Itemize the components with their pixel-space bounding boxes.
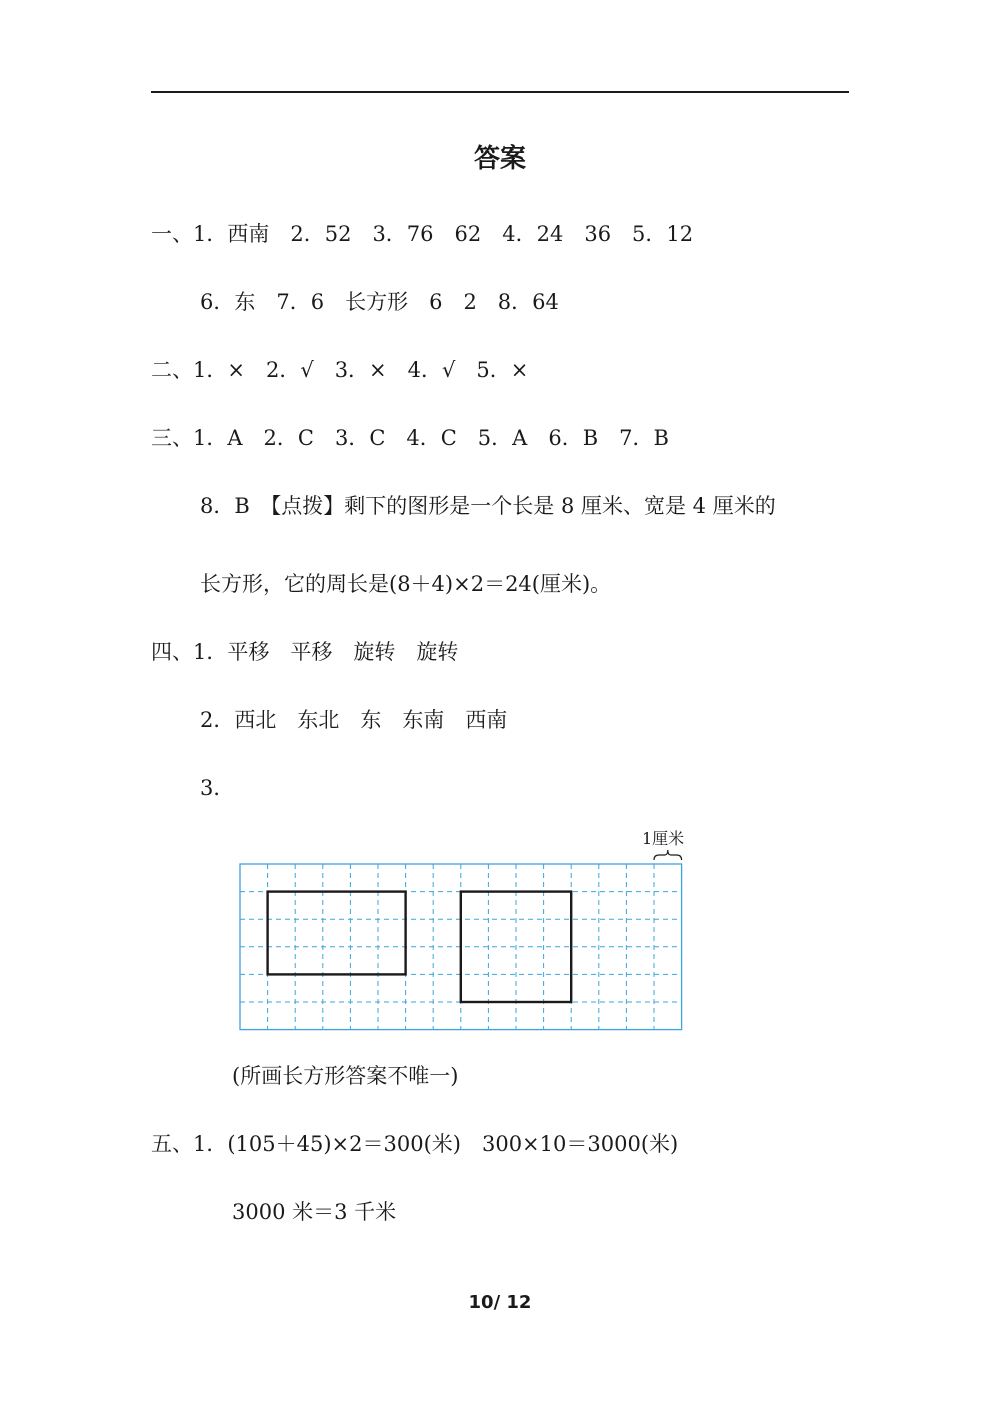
section-4-line-2: 2．西北 东北 东 东南 西南	[200, 708, 508, 732]
section-4-line-1: 四、1．平移 平移 旋转 旋转	[151, 640, 459, 664]
grid-figure-svg	[238, 828, 688, 1036]
section-5-line-1: 五、1．(105＋45)×2＝300(米) 300×10＝3000(米)	[151, 1132, 679, 1156]
section-1-line-1: 一、1．西南 2．52 3．76 62 4．24 36 5．12	[151, 222, 694, 246]
scale-brace	[654, 850, 682, 860]
scale-label: 1厘米	[642, 829, 685, 848]
section-2-line-1: 二、1．× 2．√ 3．× 4．√ 5．×	[151, 358, 529, 382]
section-3-line-2: 8．B 【点拨】剩下的图形是一个长是 8 厘米、宽是 4 厘米的	[200, 494, 776, 518]
section-3-line-1: 三、1．A 2．C 3．C 4．C 5．A 6．B 7．B	[151, 426, 669, 450]
page-title: 答案	[473, 144, 526, 174]
figure-note: (所画长方形答案不唯一)	[232, 1064, 459, 1088]
rectangle-5x3	[268, 892, 406, 975]
section-5-line-2: 3000 米＝3 千米	[232, 1200, 397, 1224]
page-number: 10/ 12	[468, 1292, 532, 1313]
grid-figure	[238, 828, 688, 1036]
section-4-line-3: 3．	[200, 776, 235, 800]
header-rule	[151, 91, 849, 93]
section-1-line-2: 6．东 7．6 长方形 6 2 8．64	[200, 290, 559, 314]
section-3-line-3: 长方形，它的周长是(8＋4)×2＝24(厘米)。	[200, 572, 612, 596]
